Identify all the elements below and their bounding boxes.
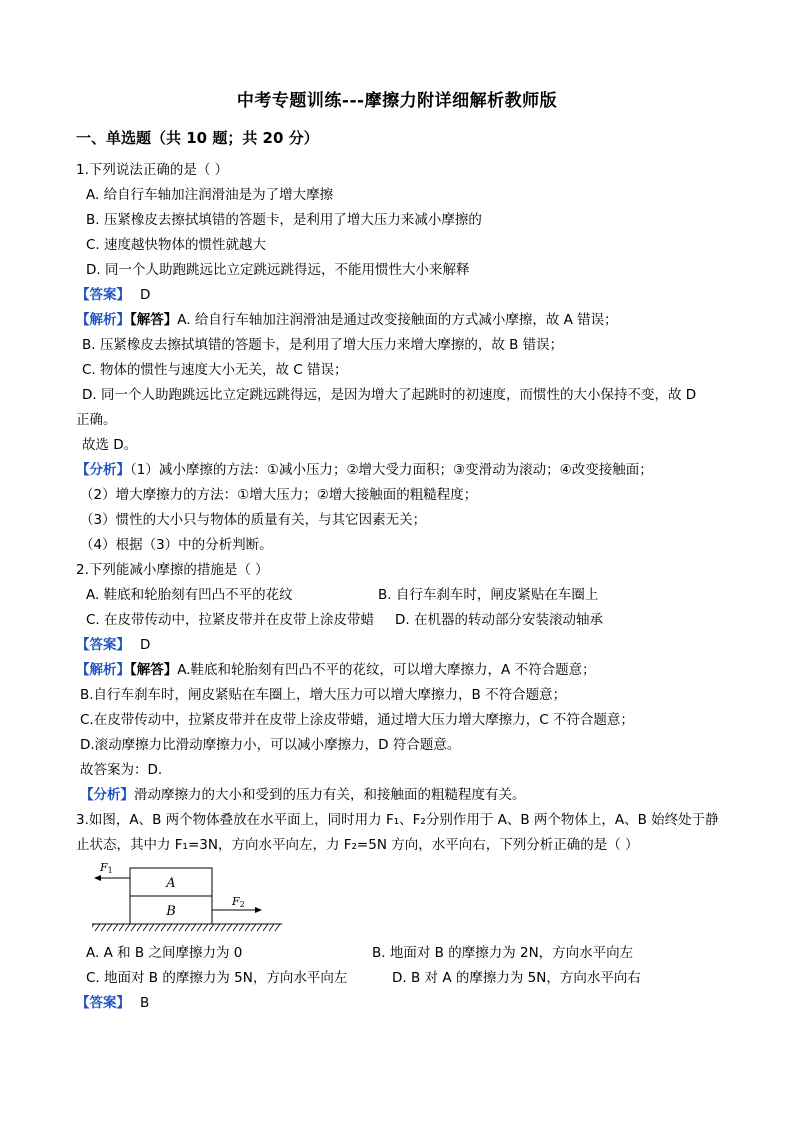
q1-fenxi-4: （4）根据（3）中的分析判断。 (80, 537, 273, 553)
q1-fenxi-line-1 (76, 460, 653, 480)
q1-option-d: D. 同一个人助跑跳远比立定跳远跳得远，不能用惯性大小来解释 (86, 262, 470, 278)
q2-option-b: B. 自行车刹车时，闸皮紧贴在车圈上 (378, 587, 599, 603)
q2-stem: 2.下列能减小摩擦的措施是（ ） (76, 562, 269, 578)
f1-arrow-head (94, 875, 101, 881)
solution-tag: 【解答】 (130, 312, 178, 328)
q1-solution-c: C. 物体的惯性与速度大小无关，故 C 错误； (82, 362, 348, 378)
label-f2: F2 (232, 895, 245, 909)
q1-conclusion: 故选 D。 (82, 437, 138, 453)
q1-solution-a: A. 给自行车轴加注润滑油是通过改变接触面的方式减小摩擦，故 A 错误； (177, 312, 618, 328)
ground-hatching (92, 924, 280, 931)
document-title: 中考专题训练---摩擦力附详细解析教师版 (236, 91, 558, 111)
f2-arrow-head (255, 907, 262, 913)
q3-answer: B (140, 995, 150, 1011)
q1-solution-b: B. 压紧橡皮去擦拭填错的答题卡，是利用了增大压力来增大摩擦的，故 B 错误； (82, 337, 564, 353)
q1-solution-line-1 (76, 310, 618, 330)
q3-stem-line-1: 3.如图，A、B 两个物体叠放在水平面上，同时用力 F₁、F₂分别作用于 A、B 两个物体上，A、B 始终处于静 (76, 812, 719, 828)
answer-tag: 【答案】 (76, 995, 130, 1011)
label-b: B (166, 904, 176, 919)
section-heading: 一、单选题（共 10 题；共 20 分） (76, 129, 319, 147)
solution-tag: 【解答】 (130, 662, 178, 678)
q2-conclusion: 故答案为：D. (80, 762, 163, 778)
q1-fenxi-3: （3）惯性的大小只与物体的质量有关，与其它因素无关； (80, 512, 427, 528)
q2-solution-a: A.鞋底和轮胎刻有凹凸不平的花纹，可以增大摩擦力，A 不符合题意； (177, 662, 596, 678)
q2-answer: D (140, 637, 151, 653)
analysis-tag: 【解析】 (76, 312, 130, 328)
analysis-tag: 【解析】 (76, 662, 130, 678)
q1-solution-d-cont: 正确。 (76, 412, 117, 428)
q2-option-c: C. 在皮带传动中，拉紧皮带并在皮带上涂皮带蜡 (86, 612, 375, 628)
q3-option-c: C. 地面对 B 的摩擦力为 5N，方向水平向左 (86, 970, 348, 986)
fenxi-tag: 【分析】 (80, 787, 134, 803)
q1-stem: 1.下列说法正确的是（ ） (76, 162, 229, 178)
q3-option-d: D. B 对 A 的摩擦力为 5N，方向水平向右 (392, 970, 641, 986)
q1-option-a: A. 给自行车轴加注润滑油是为了增大摩擦 (86, 187, 334, 203)
q3-option-a: A. A 和 B 之间摩擦力为 0 (86, 945, 243, 961)
q2-solution-d: D.滚动摩擦力比滑动摩擦力小，可以减小摩擦力，D 符合题意。 (80, 737, 461, 753)
q3-option-b: B. 地面对 B 的摩擦力为 2N，方向水平向左 (372, 945, 634, 961)
q1-option-b: B. 压紧橡皮去擦拭填错的答题卡，是利用了增大压力来减小摩擦的 (86, 212, 482, 228)
label-a: A (166, 876, 176, 891)
q2-fenxi-line (80, 785, 526, 805)
q3-stem-line-2: 止状态，其中力 F₁=3N，方向水平向左，力 F₂=5N 方向，水平向右，下列分析正确的是（ ） (76, 837, 639, 853)
answer-tag: 【答案】 (76, 637, 130, 653)
q1-answer-line (76, 285, 150, 305)
q2-answer-line (76, 635, 150, 655)
q3-answer-line (76, 993, 149, 1013)
q3-force-diagram (92, 860, 292, 938)
q2-fenxi: 滑动摩擦力的大小和受到的压力有关，和接触面的粗糙程度有关。 (134, 787, 526, 803)
q2-solution-line-1 (76, 660, 596, 680)
q1-option-c: C. 速度越快物体的惯性就越大 (86, 237, 267, 253)
q2-option-a: A. 鞋底和轮胎刻有凹凸不平的花纹 (86, 587, 293, 603)
label-f1: F1 (100, 861, 113, 875)
q1-solution-d: D. 同一个人助跑跳远比立定跳远跳得远，是因为增大了起跳时的初速度，而惯性的大小保持不变，故 D (82, 387, 697, 403)
q2-solution-c: C.在皮带传动中，拉紧皮带并在皮带上涂皮带蜡，通过增大压力增大摩擦力，C 不符合题意； (80, 712, 634, 728)
fenxi-tag: 【分析】 (76, 462, 130, 478)
q1-fenxi-2: （2）增大摩擦力的方法：①增大压力；②增大接触面的粗糙程度； (80, 487, 478, 503)
q1-fenxi-1: （1）减小摩擦的方法：①减小压力；②增大受力面积；③变滑动为滚动；④改变接触面； (130, 462, 653, 478)
answer-tag: 【答案】 (76, 287, 130, 303)
q1-answer: D (140, 287, 151, 303)
q2-solution-b: B.自行车刹车时，闸皮紧贴在车圈上，增大压力可以增大摩擦力，B 不符合题意； (80, 687, 567, 703)
q2-option-d: D. 在机器的转动部分安装滚动轴承 (395, 612, 603, 628)
